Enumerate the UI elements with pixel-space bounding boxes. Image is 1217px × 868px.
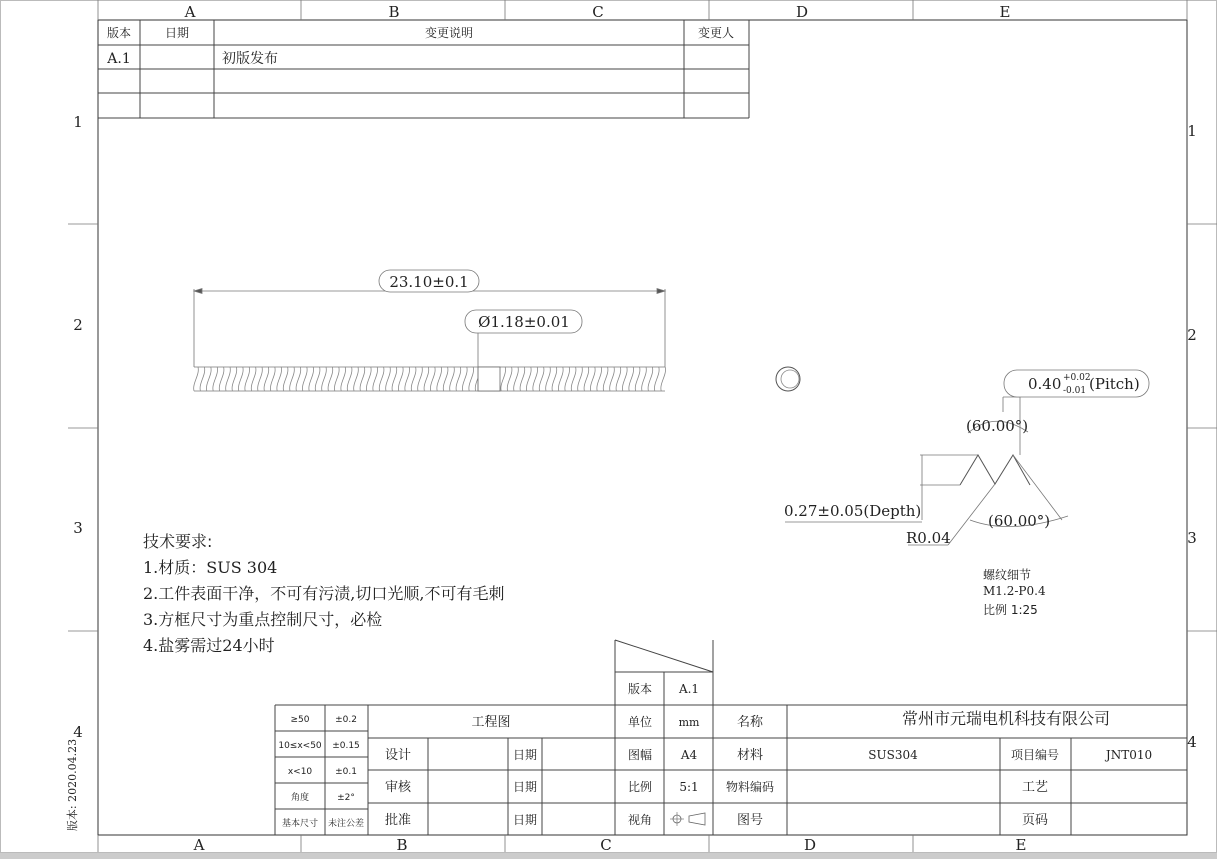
zone-col-bottom-e: E [1015,836,1027,854]
zone-col-bottom-d: D [803,836,817,854]
zone-col-bottom-c: C [600,836,612,854]
tb-approve-label: 批准 [384,813,412,828]
zone-col-top-c: C [592,3,604,21]
tb-date-label-3: 日期 [512,813,538,827]
tb-drawno-label: 图号 [736,813,764,828]
tb-design-label: 设计 [384,748,412,763]
tb-process-label: 工艺 [1021,780,1049,795]
tb-material-value: SUS304 [868,748,918,762]
tech-item-4: 4.盐雾需过24小时 [143,636,275,655]
tb-drawing-type: 工程图 [471,715,511,730]
tol-value-5: 未注公差 [327,819,365,829]
pitch-upper-tol: +0.02 [1063,373,1091,383]
tb-size-value: A4 [680,748,698,762]
tb-date-label-1: 日期 [512,748,538,762]
zone-col-top-e: E [999,3,1011,21]
diameter-dimension: Ø1.18±0.01 [478,313,570,331]
tb-scale-label: 比例 [627,780,653,794]
angle-top: (60.00°) [966,417,1029,435]
revision-table-grid [98,20,749,118]
tb-view-label: 视角 [627,813,653,827]
tol-value-2: ±0.15 [332,741,360,751]
depth-dimension: 0.27±0.05(Depth) [784,502,922,520]
diameter-marker-box [478,367,500,391]
side-version-label: 版本: 2020.04.23 [66,738,79,832]
tb-scale-value: 5:1 [679,780,699,794]
tb-name-label: 名称 [736,715,764,730]
pitch-lower-tol: -0.01 [1063,386,1087,396]
rev-header-desc: 变更说明 [424,26,474,40]
tb-page-label: 页码 [1021,813,1049,828]
tol-value-1: ±0.2 [335,715,357,725]
zone-col-top-b: B [388,3,400,21]
rev-row-version: A.1 [107,51,131,67]
zone-row-left-1: 1 [73,113,83,131]
rev-header-version: 版本 [106,26,132,40]
zone-col-top-a: A [184,3,196,21]
tech-item-1: 1.材质：SUS 304 [143,558,278,577]
tb-review-label: 审核 [384,780,412,795]
pitch-suffix: (Pitch) [1089,375,1140,393]
tol-value-3: ±0.1 [335,767,357,777]
zone-row-left-4: 4 [73,723,83,741]
zone-col-top-d: D [795,3,809,21]
detail-spec: M1.2-P0.4 [983,584,1046,598]
zone-col-bottom-b: B [396,836,408,854]
tol-range-4: 角度 [290,793,310,803]
pitch-value: 0.40 [1028,375,1062,393]
zone-col-bottom-a: A [193,836,205,854]
tol-range-5: 基本尺寸 [281,819,319,829]
tech-title: 技术要求: [143,532,213,551]
zone-row-right-3: 3 [1187,529,1197,547]
angle-bottom: (60.00°) [988,512,1051,530]
length-dimension-lines [194,289,665,368]
thread-pattern [194,367,666,391]
tol-range-2: 10≤x<50 [278,741,322,751]
tb-unit-value: mm [678,716,700,729]
projection-symbol-icon [670,812,705,826]
zone-row-right-4: 4 [1187,733,1197,751]
tol-range-3: x<10 [287,767,313,777]
tb-material-label: 材料 [736,748,764,763]
title-block-grid [275,640,1187,835]
rev-row-desc: 初版发布 [222,51,278,67]
tb-project-label: 项目编号 [1010,748,1060,762]
tb-size-label: 图幅 [627,748,653,762]
radius-dimension: R0.04 [906,529,951,547]
tol-range-1: ≥50 [290,715,310,725]
tb-company: 常州市元瑞电机科技有限公司 [901,709,1111,728]
zone-row-right-1: 1 [1187,122,1197,140]
zone-row-left-3: 3 [73,519,83,537]
tech-item-2: 2.工件表面干净，不可有污渍,切口光顺,不可有毛刺 [143,584,505,603]
tech-item-3: 3.方框尺寸为重点控制尺寸，必检 [143,610,383,629]
detail-title: 螺纹细节 [983,568,1032,582]
length-dimension: 23.10±0.1 [389,273,469,291]
detail-scale: 比例 1:25 [983,603,1038,617]
tb-date-label-2: 日期 [512,780,538,794]
tb-version-value: A.1 [678,682,700,696]
zone-row-left-2: 2 [73,316,83,334]
tb-unit-label: 单位 [627,715,653,729]
tol-value-4: ±2° [337,793,355,803]
threaded-rod [194,367,666,391]
tb-version-label: 版本 [627,682,653,696]
rev-header-person: 变更人 [697,26,735,40]
rev-header-date: 日期 [164,26,190,40]
tb-project-value: JNT010 [1105,748,1153,762]
zone-row-right-2: 2 [1187,326,1197,344]
end-view-inner-circle [781,370,799,388]
tb-partcode-label: 物料编码 [725,780,775,794]
